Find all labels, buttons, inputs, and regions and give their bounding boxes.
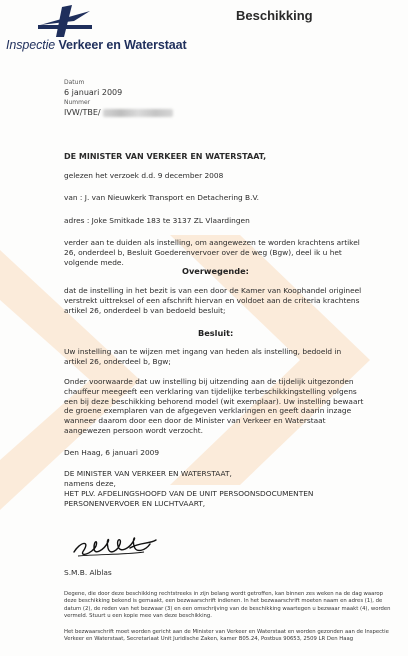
- org-name: Verkeer en Waterstaat: [55, 38, 187, 52]
- number-value: [64, 108, 173, 117]
- redacted-number: [103, 109, 173, 117]
- handwritten-signature-icon: [70, 528, 162, 564]
- verder-paragraph: verder aan te duiden als instelling, om aangewezen te worden krachtens artikel 26, onderdeel b, Besluit Goederenvervoer over de weg (Bgw), deel ik u het volgende mede.: [64, 238, 360, 267]
- org-prefix: Inspectie: [6, 38, 56, 52]
- overwegende-heading: Overwegende:: [182, 266, 249, 276]
- place-date: Den Haag, 6 januari 2009: [64, 448, 160, 457]
- overwegende-paragraph: dat de instelling in het bezit is van een door de Kamer van Koophandel origineel verstrekt uittreksel of een afschrift hiervan en voldoet aan de criteria krachtens artikel 26, onderdeel b van bedoeld besluit;: [64, 286, 362, 315]
- date-label: Datum: [64, 79, 85, 86]
- document-title: Beschikking: [236, 8, 313, 23]
- gelezen-line: gelezen het verzoek d.d. 9 december 2008: [64, 171, 224, 180]
- adres-line: adres : Joke Smitkade 183 te 3137 ZL Vlaardingen: [64, 216, 250, 225]
- voorwaarde-paragraph: Onder voorwaarde dat uw instelling bij uitzending aan de tijdelijk uitgezonden chauffeur meegeeft een verklaring van tijdelijke terbeschikkingstelling volgens een bij deze beschikking behorend model (wit exemplaar). Uw instelling bewaart de groene exemplaren van de afgegeven verklaringen en geeft daarin inzage wanneer daarom door een door de Minister van Verkeer en Waterstaat aangewezen persoon wordt verzocht.: [64, 377, 364, 435]
- besluit-heading: Besluit:: [198, 328, 234, 338]
- objection-address: Het bezwaarschrift moet worden gericht aan de Minister van Verkeer en Waterstaat en worden gezonden aan de Inspectie Verkeer en Waterstaat, Secretariaat Unit Juridische Zaken, kamer B05.24, Postbus 90653, 2509 LR Den Haag: [64, 629, 389, 643]
- sign-role-line-1: HET PLV. AFDELINGSHOOFD VAN DE UNIT PERSOONSDOCUMENTEN: [64, 489, 314, 498]
- van-line: van : J. van Nieuwkerk Transport en Detachering B.V.: [64, 193, 259, 202]
- sign-minister: DE MINISTER VAN VERKEER EN WATERSTAAT,: [64, 469, 232, 478]
- objection-note: Degene, die door deze beschikking rechtstreeks in zijn belang wordt getroffen, kan binnen zes weken na de dag waarop deze beschikking bekend is gemaakt, een bezwaarschrift indienen. In het bezwaarschrift moeten naam en adres (1), de datum (2), de reden van het bezwaar (3) en een omschrijving van de beschikking waartegen u bezwaar maakt (4), worden vermeld. Stuurt u een kopie mee van deze beschikking.: [64, 591, 391, 620]
- organization-name: [6, 38, 187, 52]
- sign-role-line-2: PERSONENVERVOER EN LUCHTVAART,: [64, 499, 206, 508]
- minister-heading: DE MINISTER VAN VERKEER EN WATERSTAAT,: [64, 152, 267, 161]
- date-value: 6 januari 2009: [64, 88, 123, 97]
- number-label: Nummer: [64, 99, 91, 106]
- number-prefix: IVW/TBE/: [64, 108, 101, 117]
- besluit-paragraph: Uw instelling aan te wijzen met ingang van heden als instelling, bedoeld in artikel 26, onderdeel b, Bgw;: [64, 347, 342, 366]
- signatory-name: S.M.B. Alblas: [64, 568, 112, 577]
- sign-namens: namens deze,: [64, 479, 116, 488]
- logo-icon: [34, 3, 96, 37]
